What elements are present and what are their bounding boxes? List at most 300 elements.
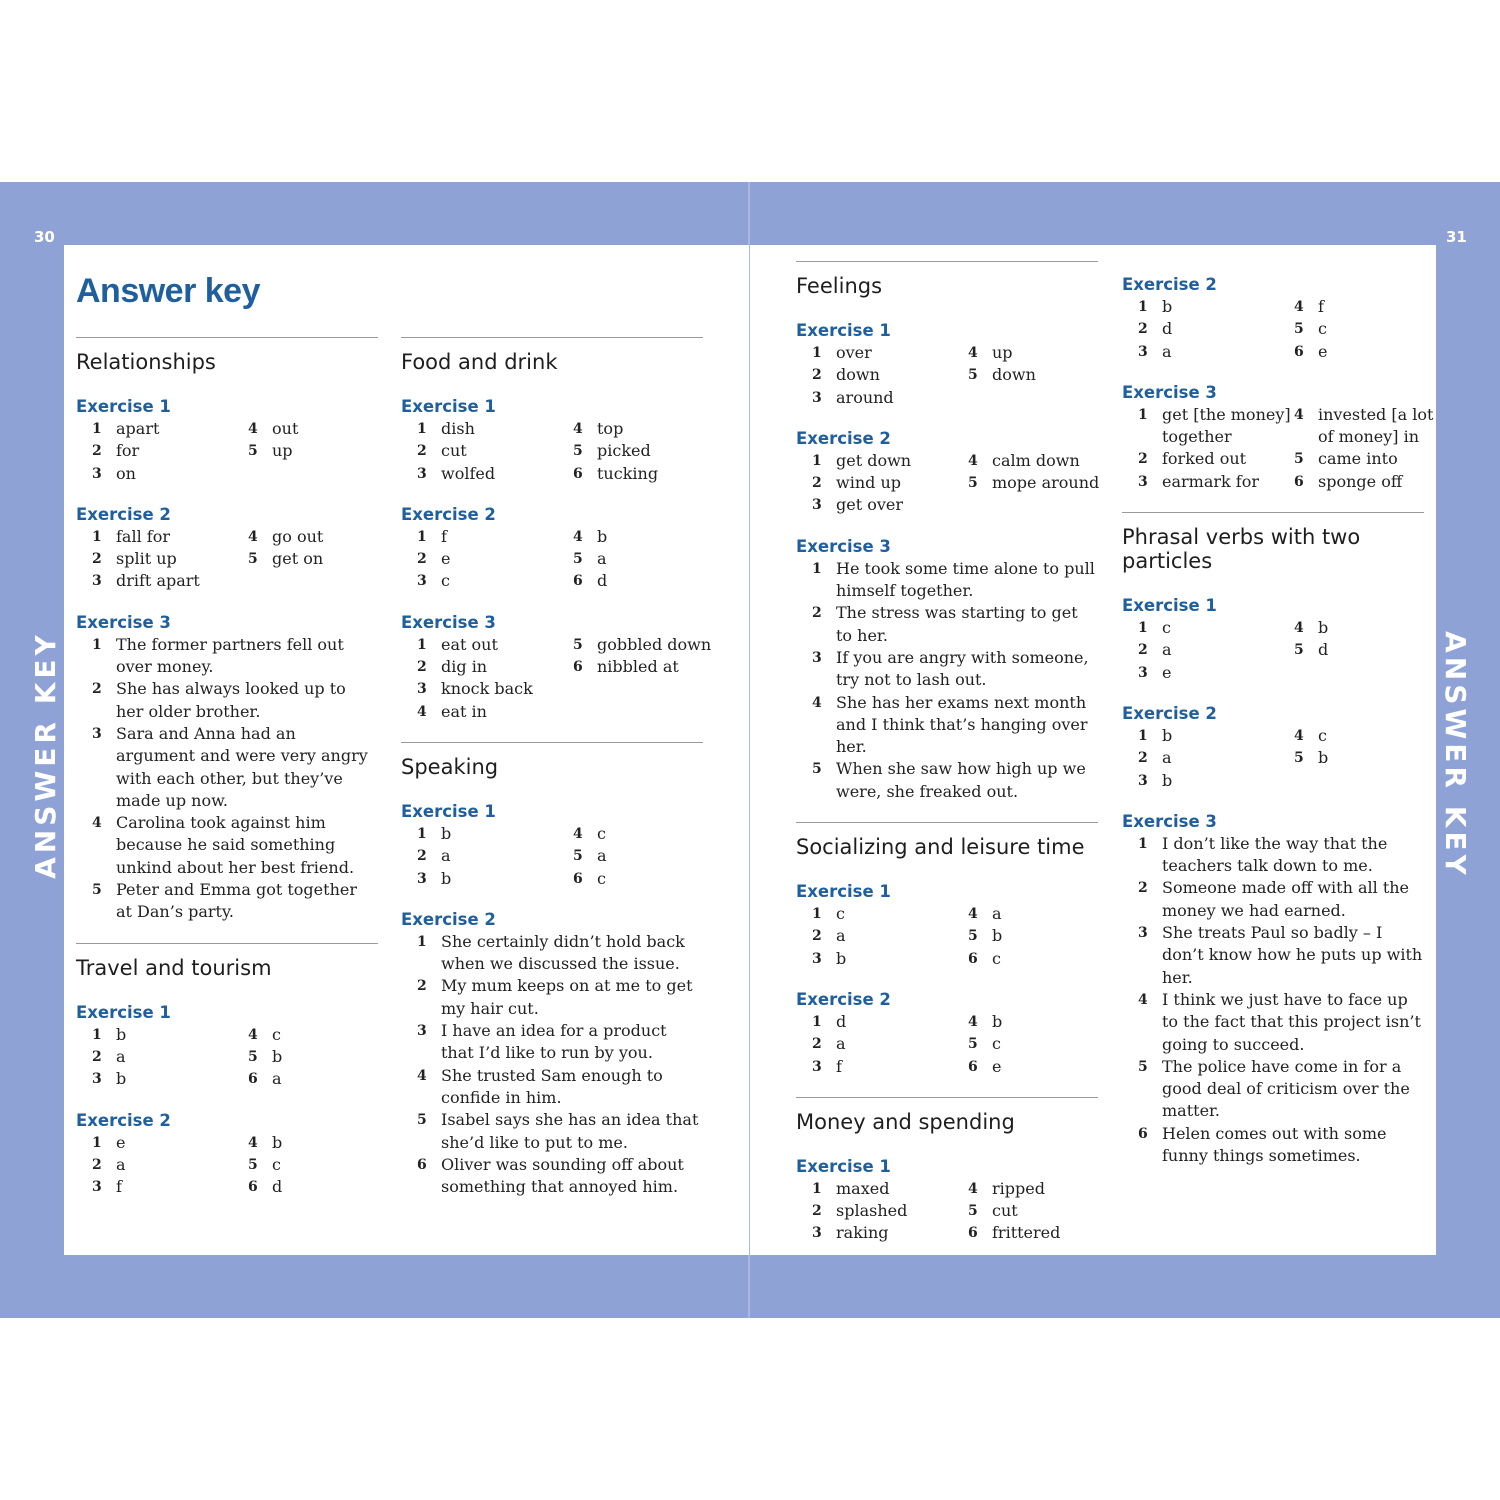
answer-number: 4 bbox=[573, 825, 583, 842]
answer-item bbox=[92, 1132, 248, 1154]
answer-item bbox=[92, 812, 378, 879]
answer-item bbox=[968, 1200, 1114, 1222]
answer-number: 3 bbox=[417, 573, 427, 590]
exercise-title: Exercise 3 bbox=[1122, 811, 1217, 831]
side-label-right: ANSWER KEY bbox=[1439, 631, 1472, 879]
answer-item bbox=[92, 570, 248, 592]
exercise-title: Exercise 1 bbox=[796, 882, 891, 902]
answer-number: 2 bbox=[417, 659, 427, 676]
answer-item bbox=[417, 548, 573, 570]
exercise-title: Exercise 3 bbox=[401, 612, 496, 632]
answer-text: If you are angry with someone, try not to lash out. bbox=[836, 647, 1089, 690]
answer-number: 2 bbox=[1138, 451, 1148, 468]
answer-text: e bbox=[441, 549, 451, 569]
answer-item bbox=[968, 1011, 1114, 1033]
answer-number: 6 bbox=[573, 573, 583, 590]
answer-item bbox=[248, 1176, 394, 1198]
answer-item bbox=[968, 903, 1114, 925]
answer-number: 1 bbox=[92, 636, 102, 653]
answer-item bbox=[92, 526, 248, 548]
answer-item bbox=[968, 450, 1114, 472]
answer-item bbox=[812, 1033, 968, 1055]
answer-text: d bbox=[1318, 640, 1329, 660]
answer-number: 1 bbox=[1138, 299, 1148, 315]
answer-list bbox=[92, 526, 378, 593]
answer-item bbox=[417, 823, 573, 845]
answer-item bbox=[248, 526, 394, 548]
answer-item bbox=[248, 1046, 394, 1068]
answer-item bbox=[417, 1109, 703, 1154]
answer-number: 4 bbox=[573, 421, 583, 437]
answer-item bbox=[92, 678, 378, 723]
answer-number: 6 bbox=[573, 659, 583, 676]
answer-text: came into bbox=[1318, 449, 1398, 469]
section-rule bbox=[76, 337, 378, 338]
answer-text: b bbox=[1162, 297, 1173, 316]
answer-list bbox=[417, 526, 703, 593]
answer-item bbox=[92, 1068, 248, 1090]
answer-text: c bbox=[272, 1154, 281, 1174]
answer-number: 3 bbox=[812, 1058, 822, 1075]
answer-item bbox=[968, 1033, 1114, 1055]
answer-list bbox=[812, 450, 1098, 517]
exercise-title: Exercise 2 bbox=[796, 428, 891, 448]
answer-list bbox=[417, 931, 703, 1199]
answer-text: I don’t like the way that the teachers talk down to me. bbox=[1162, 833, 1388, 876]
answer-number: 5 bbox=[248, 443, 258, 460]
answer-text: tucking bbox=[597, 463, 659, 483]
answer-number: 1 bbox=[812, 1180, 822, 1197]
answer-item bbox=[1138, 989, 1424, 1056]
answer-number: 5 bbox=[1294, 321, 1304, 338]
answer-number: 5 bbox=[1294, 451, 1304, 468]
answer-number: 1 bbox=[812, 1013, 822, 1030]
answer-item bbox=[812, 1056, 968, 1078]
answer-item bbox=[417, 701, 573, 723]
answer-item bbox=[968, 364, 1114, 386]
exercise-title: Exercise 1 bbox=[401, 801, 496, 821]
section-rule bbox=[401, 337, 703, 338]
answer-item bbox=[248, 1132, 394, 1154]
answer-text: The police have come in for a good deal of criticism over the matter. bbox=[1162, 1056, 1410, 1121]
answer-item bbox=[417, 931, 703, 976]
answer-list bbox=[417, 418, 703, 485]
answer-number: 4 bbox=[1294, 620, 1304, 637]
answer-item bbox=[812, 1011, 968, 1033]
answer-number: 5 bbox=[248, 1048, 258, 1065]
answer-number: 5 bbox=[812, 761, 822, 778]
answer-text: d bbox=[272, 1177, 283, 1197]
answer-item bbox=[92, 1154, 248, 1176]
answer-number: 3 bbox=[92, 573, 102, 590]
answer-text: I think we just have to face up to the fact that this project isn’t going to succeed. bbox=[1162, 989, 1421, 1054]
section-rule bbox=[796, 261, 1098, 262]
answer-text: b bbox=[441, 823, 452, 843]
answer-number: 1 bbox=[417, 421, 427, 437]
answer-item bbox=[573, 823, 719, 845]
section-rule bbox=[796, 822, 1098, 823]
answer-number: 6 bbox=[248, 1071, 258, 1088]
answer-number: 6 bbox=[1294, 473, 1304, 490]
answer-number: 4 bbox=[573, 528, 583, 545]
answer-text: Carolina took against him because he said something unkind about her best friend. bbox=[116, 813, 355, 877]
answer-text: a bbox=[836, 1034, 846, 1054]
answer-text: b bbox=[441, 868, 452, 888]
answer-item bbox=[1294, 725, 1440, 747]
answer-text: cut bbox=[441, 441, 467, 461]
answer-text: get over bbox=[836, 495, 904, 515]
answer-item bbox=[92, 1024, 248, 1046]
answer-text: c bbox=[441, 571, 450, 591]
answer-number: 3 bbox=[92, 465, 102, 482]
answer-number: 1 bbox=[417, 528, 427, 545]
answer-list bbox=[1138, 617, 1424, 684]
answer-number: 4 bbox=[968, 452, 978, 469]
answer-text: When she saw how high up we were, she freaked out. bbox=[836, 759, 1086, 801]
exercise-title: Exercise 2 bbox=[76, 504, 171, 524]
answer-number: 3 bbox=[417, 870, 427, 887]
answer-text: splashed bbox=[836, 1201, 908, 1221]
answer-text: eat in bbox=[441, 701, 487, 721]
answer-number: 6 bbox=[968, 1225, 978, 1242]
answer-number: 4 bbox=[968, 1180, 978, 1197]
answer-text: sponge off bbox=[1318, 471, 1403, 491]
answer-text: wolfed bbox=[441, 463, 496, 483]
answer-item bbox=[573, 570, 719, 592]
answer-item bbox=[1138, 877, 1424, 922]
answer-item bbox=[1294, 617, 1440, 639]
answer-number: 2 bbox=[812, 605, 822, 622]
answer-text: split up bbox=[116, 549, 177, 569]
answer-item bbox=[812, 472, 968, 494]
answer-text: frittered bbox=[992, 1223, 1061, 1243]
answer-list bbox=[812, 903, 1098, 970]
answer-item bbox=[92, 418, 248, 440]
answer-text: earmark for bbox=[1162, 471, 1259, 491]
answer-text: She has always looked up to her older brother. bbox=[116, 679, 346, 721]
answer-number: 3 bbox=[812, 649, 822, 666]
answer-item bbox=[1138, 1123, 1424, 1168]
answer-number: 2 bbox=[417, 443, 427, 460]
answer-number: 2 bbox=[417, 551, 427, 568]
answer-item bbox=[1138, 471, 1294, 493]
answer-text: b bbox=[992, 926, 1003, 946]
answer-number: 5 bbox=[573, 848, 583, 865]
answer-text: I have an idea for a product that I’d like to run by you. bbox=[441, 1021, 667, 1063]
answer-number: 6 bbox=[248, 1179, 258, 1196]
answer-number: 3 bbox=[1138, 664, 1148, 681]
answer-item bbox=[812, 364, 968, 386]
answer-item bbox=[1294, 471, 1440, 493]
section-title: Feelings bbox=[796, 274, 883, 298]
answer-item bbox=[1138, 725, 1294, 747]
answer-item bbox=[248, 1068, 394, 1090]
answer-item bbox=[417, 570, 573, 592]
answer-item bbox=[812, 925, 968, 947]
answer-text: ripped bbox=[992, 1178, 1045, 1198]
answer-text: Oliver was sounding off about something that annoyed him. bbox=[441, 1154, 684, 1197]
answer-number: 2 bbox=[92, 1156, 102, 1173]
exercise-title: Exercise 2 bbox=[1122, 703, 1217, 723]
answer-item bbox=[968, 472, 1114, 494]
column-3 bbox=[796, 261, 1098, 1264]
answer-text: a bbox=[1162, 640, 1172, 660]
answer-number: 1 bbox=[1138, 406, 1148, 423]
answer-text: The former partners fell out over money. bbox=[116, 634, 344, 677]
answer-text: c bbox=[1318, 319, 1327, 339]
answer-number: 2 bbox=[92, 551, 102, 568]
exercise-title: Exercise 1 bbox=[796, 321, 891, 340]
side-label-left: ANSWER KEY bbox=[29, 631, 62, 879]
answer-text: around bbox=[836, 387, 894, 407]
answer-item bbox=[1294, 296, 1440, 318]
answer-item bbox=[1138, 617, 1294, 639]
answer-text: Helen comes out with some funny things sometimes. bbox=[1162, 1123, 1387, 1166]
answer-item bbox=[812, 1222, 968, 1244]
answer-item bbox=[417, 845, 573, 867]
answer-item bbox=[573, 678, 719, 700]
section-rule bbox=[796, 1097, 1098, 1098]
answer-text: f bbox=[116, 1177, 122, 1197]
answer-item bbox=[92, 723, 378, 812]
exercise-title: Exercise 2 bbox=[401, 909, 496, 929]
answer-text: b bbox=[272, 1132, 283, 1152]
answer-item bbox=[812, 692, 1098, 759]
answer-number: 3 bbox=[417, 1023, 427, 1040]
answer-list bbox=[92, 418, 378, 485]
answer-text: up bbox=[992, 343, 1013, 362]
answer-item bbox=[968, 1056, 1114, 1078]
answer-number: 2 bbox=[417, 848, 427, 865]
answer-list bbox=[417, 823, 703, 890]
answer-text: Someone made off with all the money we had earned. bbox=[1162, 878, 1410, 920]
answer-number: 3 bbox=[92, 725, 102, 742]
answer-number: 6 bbox=[968, 1058, 978, 1075]
answer-text: c bbox=[597, 868, 606, 888]
answer-item bbox=[248, 418, 394, 440]
answer-text: forked out bbox=[1162, 449, 1247, 469]
answer-item bbox=[1294, 404, 1440, 449]
answer-text: She certainly didn’t hold back when we discussed the issue. bbox=[441, 931, 685, 974]
answer-number: 4 bbox=[248, 1134, 258, 1151]
answer-number: 5 bbox=[248, 551, 258, 568]
answer-item bbox=[1294, 341, 1440, 363]
answer-number: 1 bbox=[92, 421, 102, 437]
answer-text: d bbox=[836, 1011, 847, 1031]
answer-number: 2 bbox=[1138, 880, 1148, 897]
answer-item bbox=[1138, 662, 1294, 684]
answer-list bbox=[812, 1178, 1098, 1245]
answer-list bbox=[417, 634, 712, 723]
answer-number: 3 bbox=[92, 1179, 102, 1196]
answer-text: f bbox=[441, 526, 447, 546]
answer-list bbox=[92, 634, 378, 924]
answer-text: nibbled at bbox=[597, 657, 679, 677]
exercise-title: Exercise 1 bbox=[796, 1156, 891, 1176]
answer-item bbox=[248, 1024, 394, 1046]
answer-text: knock back bbox=[441, 679, 533, 699]
answer-text: e bbox=[1162, 662, 1172, 682]
answer-item bbox=[92, 548, 248, 570]
answer-text: top bbox=[597, 419, 624, 438]
answer-text: c bbox=[597, 823, 606, 843]
answer-item bbox=[92, 879, 378, 924]
answer-item bbox=[812, 558, 1098, 603]
column-2 bbox=[401, 337, 712, 1217]
answer-item bbox=[92, 440, 248, 462]
answer-text: raking bbox=[836, 1223, 889, 1243]
page-number-left: 30 bbox=[34, 228, 55, 246]
answer-item bbox=[417, 634, 573, 656]
answer-number: 5 bbox=[1138, 1058, 1148, 1075]
answer-number: 2 bbox=[1138, 321, 1148, 338]
answer-item bbox=[248, 1154, 394, 1176]
answer-text: b bbox=[836, 948, 847, 968]
answer-text: mope around bbox=[992, 473, 1100, 493]
answer-text: a bbox=[1162, 748, 1172, 768]
answer-item bbox=[573, 548, 719, 570]
answer-text: c bbox=[272, 1024, 281, 1044]
answer-number: 6 bbox=[968, 950, 978, 967]
section-rule bbox=[401, 742, 703, 743]
answer-item bbox=[812, 1200, 968, 1222]
answer-text: c bbox=[1318, 725, 1327, 745]
answer-number: 1 bbox=[92, 1026, 102, 1043]
answer-text: Sara and Anna had an argument and were very angry with each other, but they’ve made up now. bbox=[116, 723, 368, 810]
answer-text: The stress was starting to get to her. bbox=[836, 603, 1078, 645]
answer-item bbox=[417, 868, 573, 890]
answer-item bbox=[812, 494, 968, 516]
answer-item bbox=[812, 342, 968, 364]
answer-text: f bbox=[1318, 297, 1324, 316]
answer-list bbox=[1138, 296, 1424, 363]
answer-list bbox=[1138, 404, 1434, 493]
exercise-title: Exercise 2 bbox=[76, 1110, 171, 1130]
answer-text: d bbox=[597, 571, 608, 591]
exercise-title: Exercise 1 bbox=[76, 1002, 171, 1022]
answer-number: 4 bbox=[417, 1067, 427, 1084]
answer-item bbox=[417, 1020, 703, 1065]
answer-number: 3 bbox=[1138, 473, 1148, 490]
answer-list bbox=[812, 1011, 1098, 1078]
section-rule bbox=[76, 943, 378, 944]
answer-text: c bbox=[992, 948, 1001, 968]
answer-number: 3 bbox=[92, 1071, 102, 1088]
answer-item bbox=[573, 526, 719, 548]
answer-text: b bbox=[597, 526, 608, 546]
answer-text: gobbled down bbox=[597, 634, 712, 654]
answer-item bbox=[968, 925, 1114, 947]
answer-text: e bbox=[116, 1132, 126, 1152]
answer-item bbox=[92, 634, 378, 679]
answer-item bbox=[968, 342, 1114, 364]
answer-text: a bbox=[992, 904, 1002, 924]
answer-number: 4 bbox=[968, 345, 978, 361]
answer-text: on bbox=[116, 463, 136, 483]
answer-text: e bbox=[992, 1056, 1002, 1076]
answer-number bbox=[573, 678, 597, 700]
answer-number: 4 bbox=[248, 421, 258, 437]
answer-text: She has her exams next month and I think that’s hanging over her. bbox=[836, 692, 1088, 757]
answer-text: My mum keeps on at me to get my hair cut. bbox=[441, 976, 693, 1018]
answer-number: 3 bbox=[812, 1225, 822, 1242]
answer-text: get on bbox=[272, 549, 324, 569]
answer-text: c bbox=[1162, 618, 1171, 638]
answer-number: 2 bbox=[812, 1203, 822, 1220]
answer-text: get down bbox=[836, 450, 912, 470]
answer-text: Isabel says she has an idea that she’d like to put to me. bbox=[441, 1110, 699, 1152]
answer-text: b bbox=[1162, 725, 1173, 745]
exercise-title: Exercise 3 bbox=[796, 536, 891, 556]
answer-item bbox=[812, 903, 968, 925]
answer-item bbox=[573, 634, 719, 656]
answer-text: b bbox=[116, 1024, 127, 1044]
answer-text: maxed bbox=[836, 1178, 890, 1198]
answer-number: 6 bbox=[1138, 1125, 1148, 1142]
answer-number: 4 bbox=[1294, 727, 1304, 744]
answer-item bbox=[92, 1046, 248, 1068]
answer-number: 5 bbox=[1294, 750, 1304, 767]
answer-number: 1 bbox=[1138, 835, 1148, 852]
answer-number: 5 bbox=[248, 1156, 258, 1173]
answer-number: 4 bbox=[968, 1013, 978, 1030]
answer-number: 6 bbox=[573, 870, 583, 887]
answer-item bbox=[1138, 404, 1294, 449]
answer-item bbox=[968, 1222, 1114, 1244]
answer-number: 5 bbox=[968, 367, 978, 384]
answer-text: b bbox=[1162, 770, 1173, 790]
answer-text: out bbox=[272, 419, 299, 438]
column-4 bbox=[1122, 274, 1434, 1186]
exercise-title: Exercise 1 bbox=[401, 397, 496, 416]
answer-text: dish bbox=[441, 419, 475, 438]
answer-text: go out bbox=[272, 526, 324, 546]
answer-text: b bbox=[1318, 618, 1329, 638]
answer-item bbox=[1138, 448, 1294, 470]
answer-number: 6 bbox=[1294, 343, 1304, 360]
answer-number: 3 bbox=[812, 497, 822, 514]
answer-text: eat out bbox=[441, 634, 498, 654]
answer-item bbox=[417, 656, 573, 678]
section-title: Food and drink bbox=[401, 350, 558, 374]
exercise-title: Exercise 3 bbox=[1122, 382, 1217, 402]
answer-text: drift apart bbox=[116, 571, 200, 591]
answer-number: 6 bbox=[417, 1156, 427, 1173]
section-title: Money and spending bbox=[796, 1109, 1015, 1134]
section-title: Travel and tourism bbox=[76, 955, 272, 980]
answer-number: 5 bbox=[968, 1036, 978, 1053]
answer-item bbox=[573, 845, 719, 867]
answer-text: a bbox=[116, 1046, 126, 1066]
answer-text: She trusted Sam enough to confide in him. bbox=[441, 1065, 663, 1107]
answer-number: 1 bbox=[812, 906, 822, 923]
answer-item bbox=[248, 548, 394, 570]
answer-number: 4 bbox=[248, 528, 258, 545]
answer-item bbox=[573, 463, 719, 485]
answer-number: 2 bbox=[812, 367, 822, 384]
answer-list bbox=[92, 1132, 378, 1199]
answer-text: f bbox=[836, 1056, 842, 1076]
answer-number: 4 bbox=[1294, 406, 1304, 423]
page-number-right: 31 bbox=[1446, 228, 1467, 246]
answer-item bbox=[812, 647, 1098, 692]
answer-text: down bbox=[992, 365, 1036, 385]
answer-text: d bbox=[1162, 319, 1173, 339]
answer-text: wind up bbox=[836, 473, 901, 493]
answer-text: cut bbox=[992, 1201, 1018, 1221]
answer-number: 2 bbox=[92, 443, 102, 460]
answer-number: 5 bbox=[968, 928, 978, 945]
